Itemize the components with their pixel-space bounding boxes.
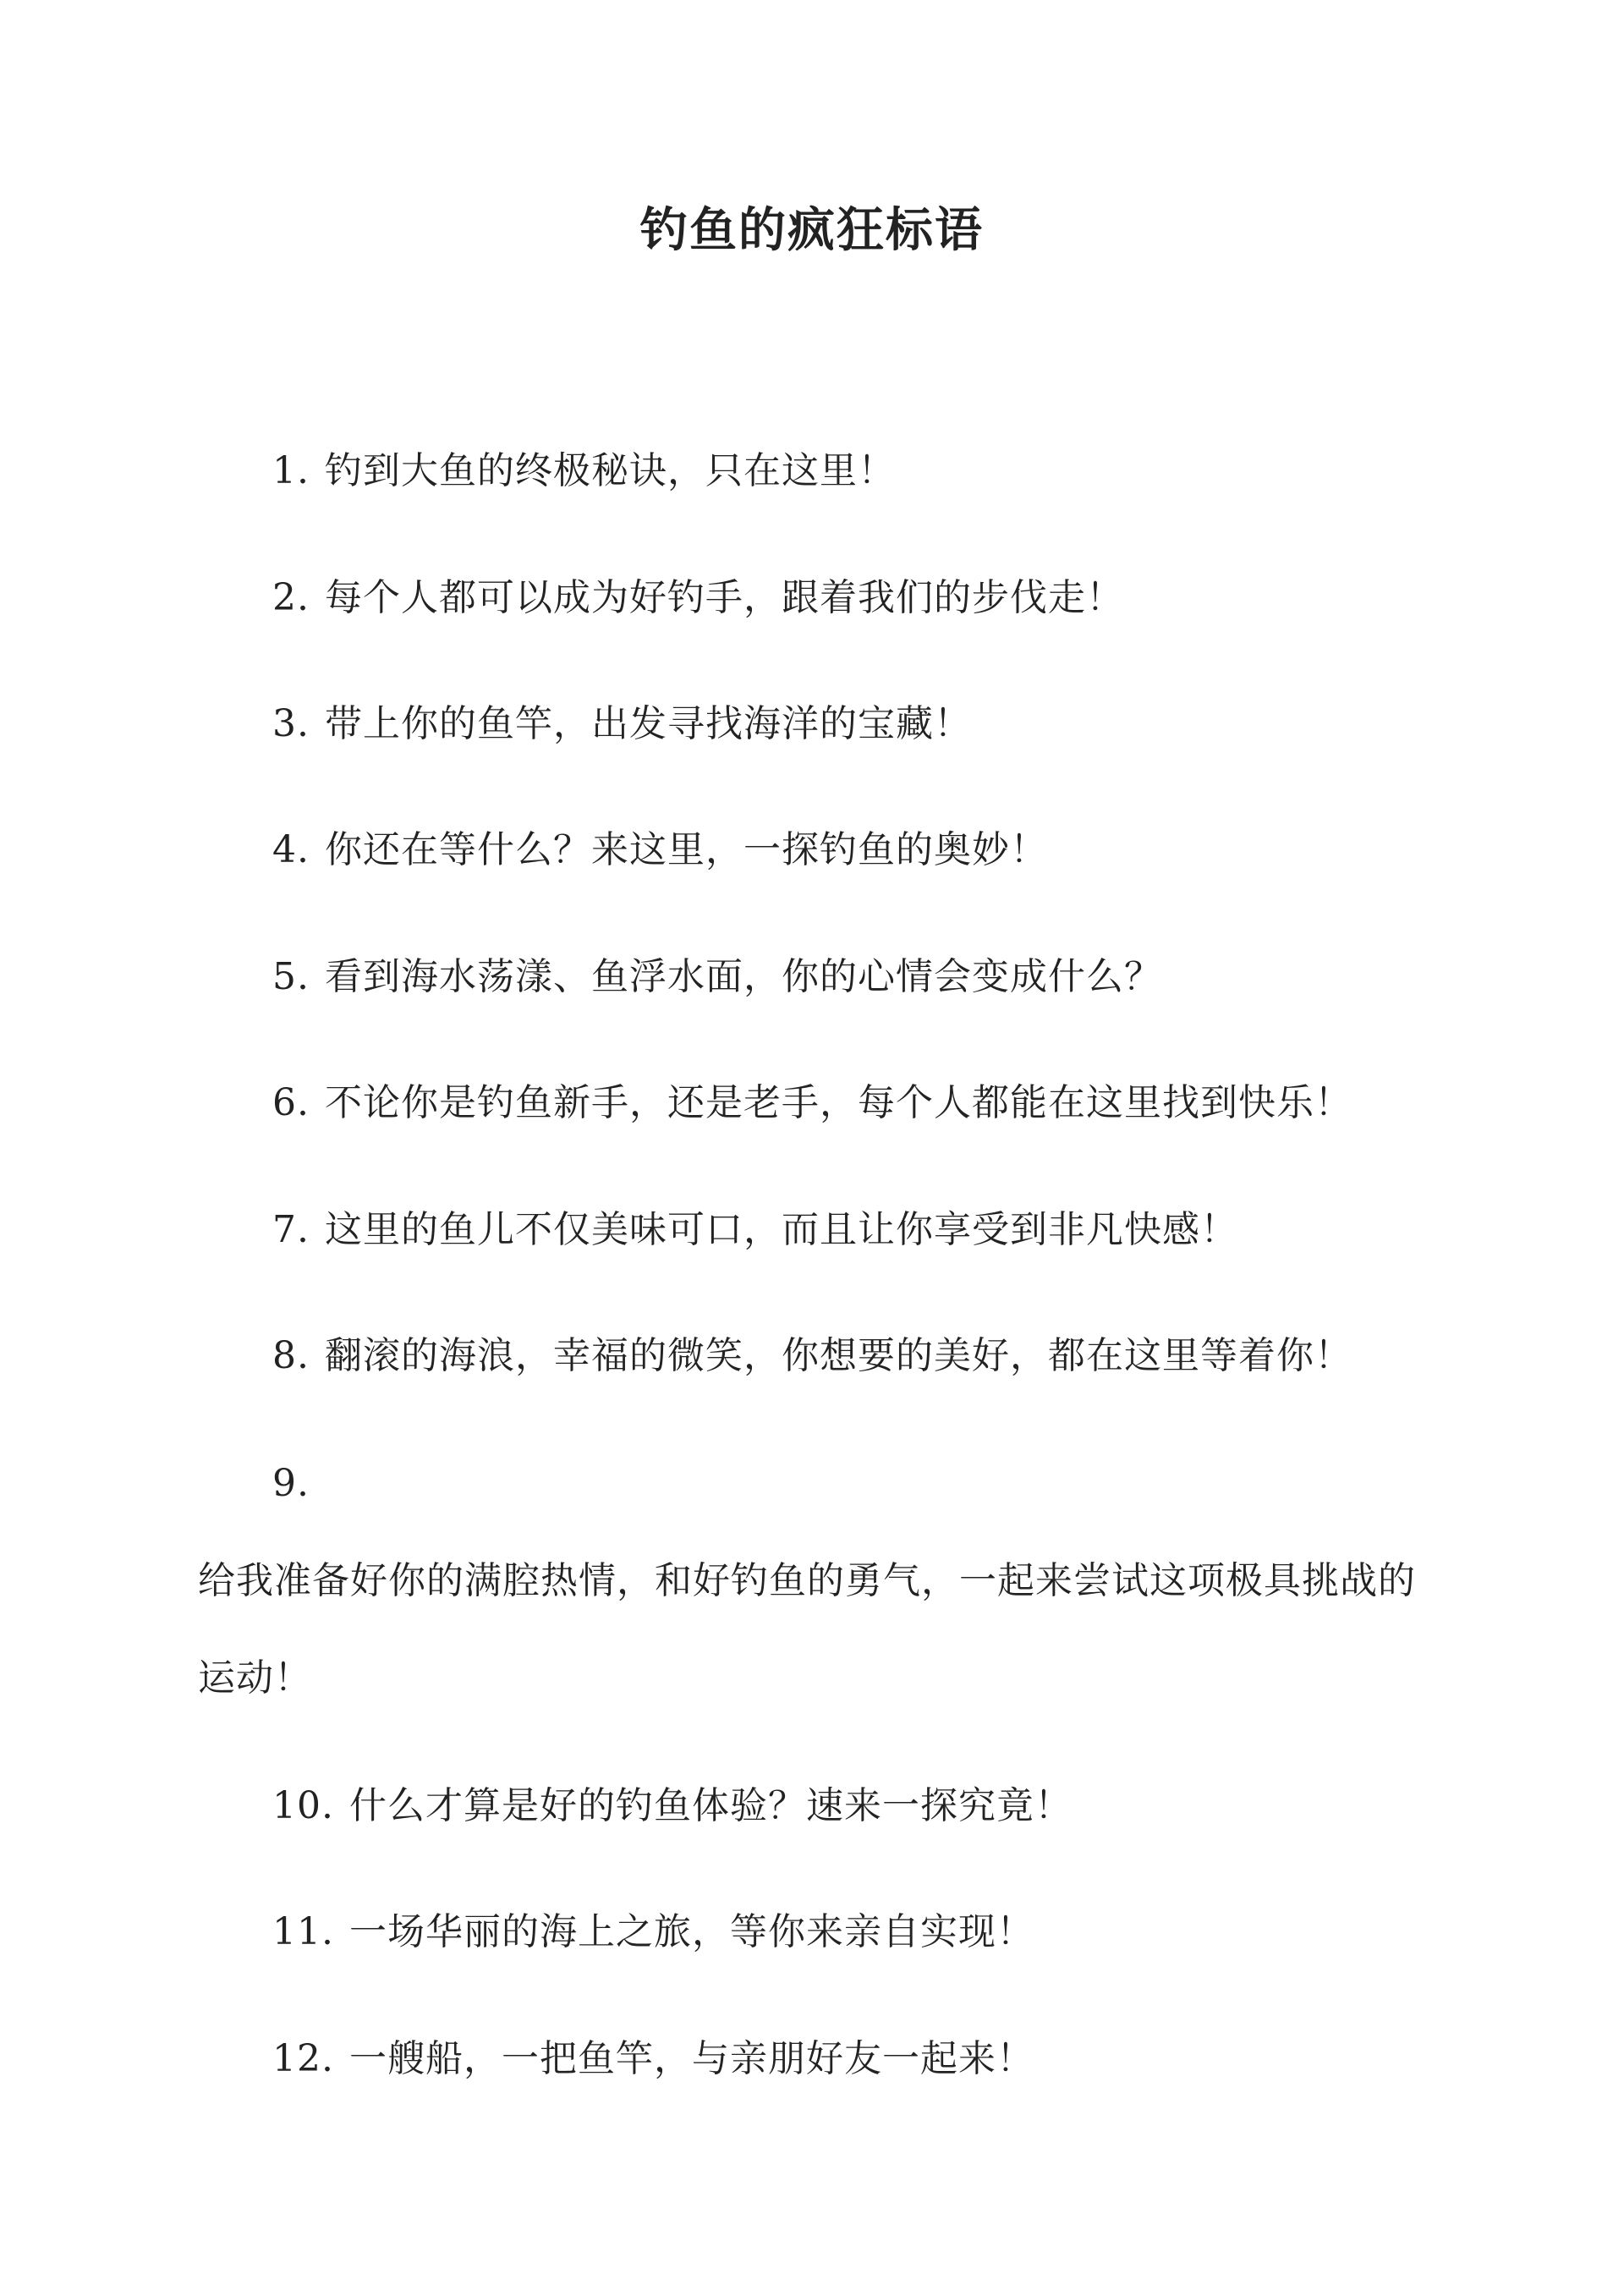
list-item bbox=[272, 444, 896, 498]
item-text: 这里的鱼儿不仅美味可口，而且让你享受到非凡快感！ bbox=[324, 1208, 1238, 1251]
item-text: 不论你是钓鱼新手，还是老手，每个人都能在这里找到快乐！ bbox=[324, 1081, 1352, 1124]
list-item bbox=[272, 950, 1162, 1004]
list-item bbox=[272, 1905, 1034, 1959]
list-item bbox=[272, 1076, 1352, 1130]
item-number: 2. bbox=[272, 576, 310, 619]
item-text: 一艘船，一把鱼竿，与亲朋好友一起来！ bbox=[348, 2037, 1034, 2080]
item-number: 4. bbox=[272, 828, 310, 871]
item-number: 3. bbox=[272, 702, 310, 745]
item-number: 5. bbox=[272, 955, 310, 998]
item-9-paragraph-line-1: 给我准备好你的满腔热情，和好钓鱼的勇气，一起来尝试这项极具挑战的 bbox=[198, 1559, 1416, 1602]
item-number: 12. bbox=[272, 2037, 334, 2080]
item-9-paragraph-line-2: 运动！ bbox=[198, 1656, 312, 1700]
item-text: 什么才算是好的钓鱼体验？速来一探究竟！ bbox=[348, 1784, 1073, 1827]
item-number: 8. bbox=[272, 1334, 310, 1377]
list-item bbox=[272, 1203, 1238, 1257]
item-text: 带上你的鱼竿，出发寻找海洋的宝藏！ bbox=[324, 702, 972, 745]
item-number: 1. bbox=[272, 449, 310, 492]
list-item bbox=[272, 1779, 1073, 1833]
item-text: 看到海水荡漾、鱼浮水面，你的心情会变成什么？ bbox=[324, 955, 1162, 998]
list-item bbox=[272, 823, 1048, 877]
list-item bbox=[272, 2032, 1034, 2086]
item-number: 9. bbox=[272, 1462, 310, 1505]
item-text: 一场华丽的海上之旅，等你来亲自实现！ bbox=[348, 1910, 1034, 1953]
item-number: 10. bbox=[272, 1784, 334, 1827]
document-title: 钓鱼的疯狂标语 bbox=[640, 202, 984, 258]
item-number: 6. bbox=[272, 1081, 310, 1124]
list-item bbox=[272, 697, 972, 751]
list-item bbox=[272, 571, 1124, 625]
item-text: 每个人都可以成为好钓手，跟着我们的步伐走！ bbox=[324, 576, 1124, 619]
item-text: 钓到大鱼的终极秘诀，只在这里！ bbox=[324, 449, 896, 492]
item-text: 翻滚的海浪，幸福的微笑，你想要的美好，都在这里等着你！ bbox=[324, 1334, 1352, 1377]
list-item-number-only bbox=[272, 1457, 325, 1511]
item-number: 11. bbox=[272, 1910, 334, 1953]
list-item bbox=[272, 1329, 1352, 1383]
item-number: 7. bbox=[272, 1208, 310, 1251]
item-text: 你还在等什么？来这里，一探钓鱼的奥妙！ bbox=[324, 828, 1048, 871]
